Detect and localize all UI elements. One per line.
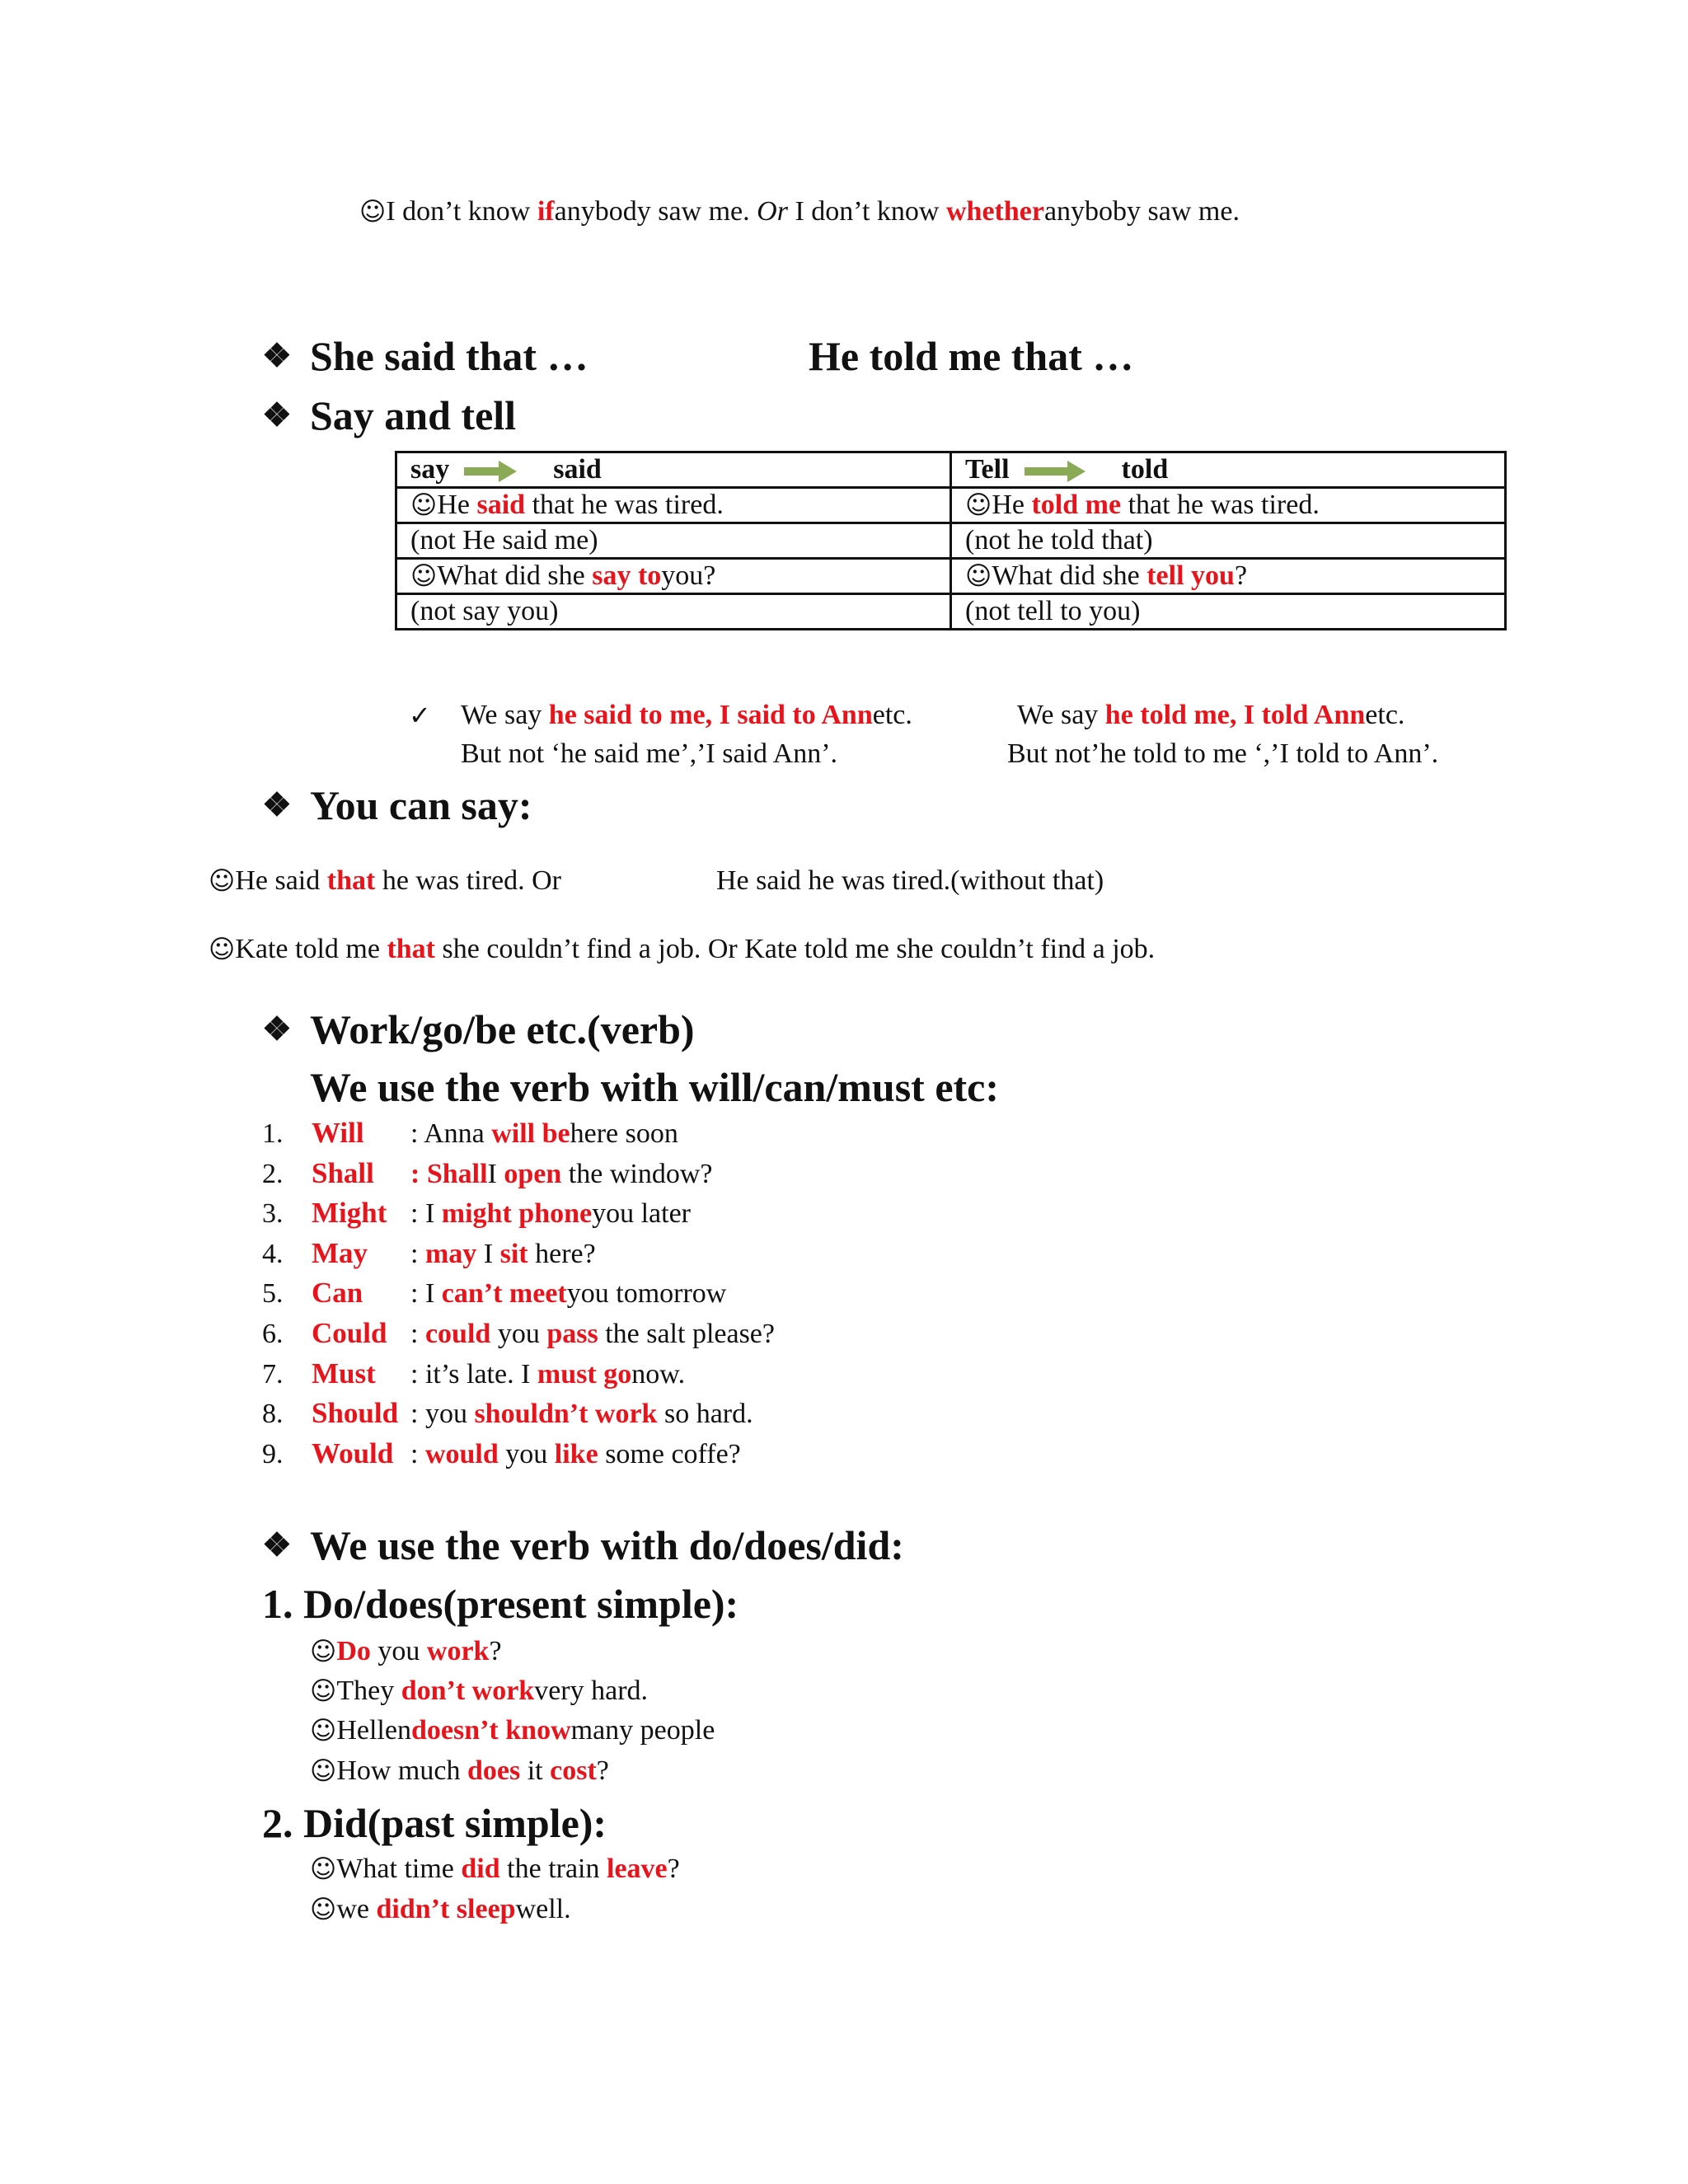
smiley-icon: ☺ (359, 197, 387, 227)
table-cell (951, 488, 1506, 523)
example-text (535, 1118, 542, 1149)
intro-or: Or (757, 196, 788, 227)
modal-verb: Will (312, 1117, 364, 1149)
intro-text: anyboby saw me. (1043, 196, 1240, 227)
list-number: 8. (262, 1399, 284, 1430)
table-cell: (not He said me) (396, 523, 951, 559)
list-item (262, 1354, 775, 1394)
example-text: so hard. (657, 1399, 753, 1430)
cell-highlight: say to (592, 560, 662, 591)
smiley-icon: ☺ (310, 1756, 337, 1786)
cell-text: ? (1234, 560, 1248, 591)
smiley-icon: ☺ (209, 935, 236, 964)
intro-text: anybody saw me. (554, 196, 757, 227)
example-highlight: Do (336, 1636, 371, 1666)
can-say-example-1 (209, 865, 561, 897)
example-text: : I (410, 1198, 442, 1230)
example-text: he was tired. Or (375, 865, 561, 896)
example-text: she couldn’t find a job. Or Kate told me she couldn’t find a job. (435, 934, 1156, 964)
heading-said-that (262, 332, 588, 380)
heading-use-will: We use the verb with will/can/must etc: (310, 1064, 1000, 1110)
example-text: : you (410, 1399, 475, 1430)
example-text: Kate told me (235, 934, 387, 964)
checkmark-icon: ✓ (409, 700, 431, 731)
note-line-2-left: But not ‘he said me’,’I said Ann’. (461, 738, 838, 769)
arrow-right-icon (464, 461, 517, 482)
header-said: said (553, 454, 602, 485)
example-text: What time (336, 1854, 462, 1884)
note-highlight: he said to me, I said to Ann (548, 700, 873, 730)
example-highlight: shouldn’t work (474, 1399, 658, 1430)
example-text: it (520, 1755, 551, 1786)
intro-if: if (537, 196, 555, 227)
example-highlight: pass (546, 1318, 598, 1349)
heading-use-do (262, 1521, 904, 1569)
example-highlight: may (424, 1238, 477, 1269)
example-text: : (410, 1318, 425, 1349)
example-highlight: : Shall (410, 1158, 488, 1189)
example-text: : (410, 1238, 425, 1269)
example-highlight: does (467, 1755, 521, 1786)
example-text: the train (499, 1854, 607, 1884)
list-number: 7. (262, 1358, 284, 1390)
do-example-1 (310, 1636, 502, 1667)
example-text: some coffe? (598, 1438, 741, 1469)
cell-highlight: said (476, 490, 526, 520)
heading-did: 2. Did(past simple): (262, 1800, 607, 1846)
heading-you-can-say (262, 781, 532, 829)
example-highlight: that (326, 865, 376, 896)
cell-text: that he was tired. (525, 490, 724, 520)
list-item (262, 1234, 775, 1274)
example-text: ? (596, 1755, 609, 1786)
cell-text: What did she (992, 560, 1147, 591)
list-number: 1. (262, 1118, 284, 1149)
example-text: you (370, 1636, 427, 1666)
example-text: He said (235, 865, 327, 896)
heading-do-does: 1. Do/does(present simple): (262, 1581, 739, 1627)
example-highlight: might phone (441, 1198, 593, 1230)
example-highlight: open (504, 1158, 562, 1189)
modal-verb: Should (312, 1397, 399, 1430)
can-say-example-2 (209, 934, 1155, 965)
did-example-1 (310, 1854, 680, 1885)
table-cell (396, 488, 951, 523)
example-highlight: doesn’t know (410, 1715, 571, 1746)
list-item (262, 1314, 775, 1354)
heading-told-that: He told me that … (809, 333, 1134, 379)
smiley-icon: ☺ (310, 1895, 337, 1924)
example-text: you (490, 1318, 547, 1349)
example-highlight: be (542, 1118, 570, 1149)
note-text: etc. (1365, 700, 1405, 730)
example-text: ? (489, 1636, 502, 1666)
example-text: here soon (570, 1118, 678, 1149)
example-text: well. (515, 1894, 571, 1924)
header-say: say (410, 454, 450, 485)
table-cell (396, 559, 951, 594)
heading-text: We use the verb with do/does/did: (310, 1522, 904, 1568)
intro-line (359, 196, 1240, 227)
smiley-icon: ☺ (965, 561, 992, 591)
example-text: How much (336, 1755, 467, 1786)
table-row (396, 594, 1506, 630)
say-tell-table (395, 451, 1507, 630)
example-highlight: don’t work (401, 1675, 535, 1706)
list-item (262, 1273, 775, 1314)
note-text: etc. (872, 700, 912, 730)
bullet-icon: ❖ (262, 337, 292, 374)
table-cell (951, 559, 1506, 594)
cell-text: you? (661, 560, 716, 591)
smiley-icon: ☺ (310, 1854, 337, 1884)
smiley-icon: ☺ (410, 561, 438, 591)
example-text: the window? (561, 1158, 713, 1189)
cell-text: He (992, 490, 1032, 520)
note-highlight: he told me, I told Ann (1104, 700, 1366, 730)
example-text: ? (667, 1854, 680, 1884)
example-text: Hellen (336, 1715, 411, 1746)
smiley-icon: ☺ (310, 1676, 337, 1706)
modal-verb: Would (312, 1436, 394, 1469)
list-number: 9. (262, 1438, 284, 1469)
example-text: we (336, 1894, 377, 1924)
list-item (262, 1193, 775, 1234)
modal-verb: Might (312, 1197, 387, 1230)
cell-text: He (437, 490, 477, 520)
example-highlight: didn’t sleep (376, 1894, 516, 1924)
list-number: 6. (262, 1318, 284, 1349)
smiley-icon: ☺ (410, 490, 438, 520)
example-highlight: sit (499, 1238, 528, 1269)
cell-text: that he was tired. (1121, 490, 1320, 520)
example-text: : Anna (410, 1118, 492, 1149)
example-highlight: did (461, 1854, 500, 1884)
example-highlight: can’t meet (441, 1278, 567, 1310)
cell-text: What did she (437, 560, 593, 591)
heading-text: She said that … (310, 333, 588, 379)
smiley-icon: ☺ (310, 1637, 337, 1666)
example-text: many people (570, 1715, 715, 1746)
example-text: you tomorrow (566, 1278, 727, 1310)
list-item (262, 1394, 775, 1434)
example-highlight: could (424, 1318, 491, 1349)
cell-highlight: tell you (1146, 560, 1235, 591)
example-highlight: must go (537, 1358, 632, 1390)
example-text: : I (410, 1278, 442, 1310)
example-text: : it’s late. I (410, 1358, 537, 1390)
intro-text: I don’t know (386, 196, 537, 227)
example-text: : (410, 1438, 425, 1469)
example-highlight: that (387, 934, 436, 964)
modal-verb-list (262, 1113, 775, 1474)
table-row (396, 559, 1506, 594)
example-text: you (498, 1438, 555, 1469)
heading-text: Work/go/be etc.(verb) (310, 1006, 695, 1052)
table-row (396, 452, 1506, 488)
example-text: here? (528, 1238, 596, 1269)
heading-text: Say and tell (310, 392, 517, 438)
table-header-tell (951, 452, 1506, 488)
note-line-2-right: But not’he told to me ‘,’I told to Ann’. (1007, 738, 1439, 769)
example-highlight: work (426, 1636, 490, 1666)
heading-text: You can say: (310, 782, 532, 828)
example-highlight: would (424, 1438, 499, 1469)
did-example-2 (310, 1894, 571, 1925)
list-number: 3. (262, 1198, 284, 1230)
table-cell: (not he told that) (951, 523, 1506, 559)
table-cell: (not say you) (396, 594, 951, 630)
smiley-icon: ☺ (209, 866, 236, 896)
heading-work-go-be (262, 1005, 695, 1053)
modal-verb: Can (312, 1277, 363, 1310)
example-text: now. (631, 1358, 686, 1390)
heading-say-tell (262, 391, 516, 439)
example-highlight: leave (607, 1854, 668, 1884)
table-row (396, 523, 1506, 559)
note-line-1-right (1017, 700, 1404, 731)
note-check (409, 700, 431, 732)
header-tell: Tell (965, 454, 1010, 485)
modal-verb: Shall (312, 1156, 374, 1189)
list-number: 5. (262, 1278, 284, 1310)
cell-highlight: told me (1031, 490, 1122, 520)
intro-text: I don’t know (787, 196, 946, 227)
smiley-icon: ☺ (310, 1716, 337, 1746)
smiley-icon: ☺ (965, 490, 992, 520)
example-highlight: will (491, 1118, 536, 1149)
intro-whether: whether (945, 196, 1044, 227)
bullet-icon: ❖ (262, 786, 292, 823)
list-number: 2. (262, 1158, 284, 1189)
modal-verb: May (312, 1236, 368, 1269)
example-text: I (476, 1238, 500, 1269)
bullet-icon: ❖ (262, 1526, 292, 1563)
list-item (262, 1113, 775, 1154)
do-example-2 (310, 1675, 648, 1707)
do-example-4 (310, 1755, 609, 1787)
modal-verb: Must (312, 1357, 376, 1390)
example-text: you later (592, 1198, 692, 1230)
do-example-3 (310, 1715, 715, 1746)
table-row (396, 488, 1506, 523)
example-text: I (487, 1158, 504, 1189)
example-text: the salt please? (598, 1318, 775, 1349)
table-header-say (396, 452, 951, 488)
list-number: 4. (262, 1238, 284, 1269)
arrow-right-icon (1025, 461, 1085, 482)
example-highlight: like (554, 1438, 598, 1469)
bullet-icon: ❖ (262, 1010, 292, 1047)
modal-verb: Could (312, 1316, 387, 1349)
header-told: told (1121, 454, 1169, 485)
note-text: We say (1017, 700, 1105, 730)
example-text: very hard. (534, 1675, 649, 1706)
note-line-1-left (461, 700, 912, 731)
table-cell: (not tell to you) (951, 594, 1506, 630)
can-say-example-1b: He said he was tired.(without that) (716, 865, 1104, 896)
note-text: We say (461, 700, 549, 730)
example-highlight: cost (550, 1755, 597, 1786)
bullet-icon: ❖ (262, 396, 292, 434)
list-item (262, 1434, 775, 1474)
example-text: They (336, 1675, 401, 1706)
list-item (262, 1154, 775, 1194)
